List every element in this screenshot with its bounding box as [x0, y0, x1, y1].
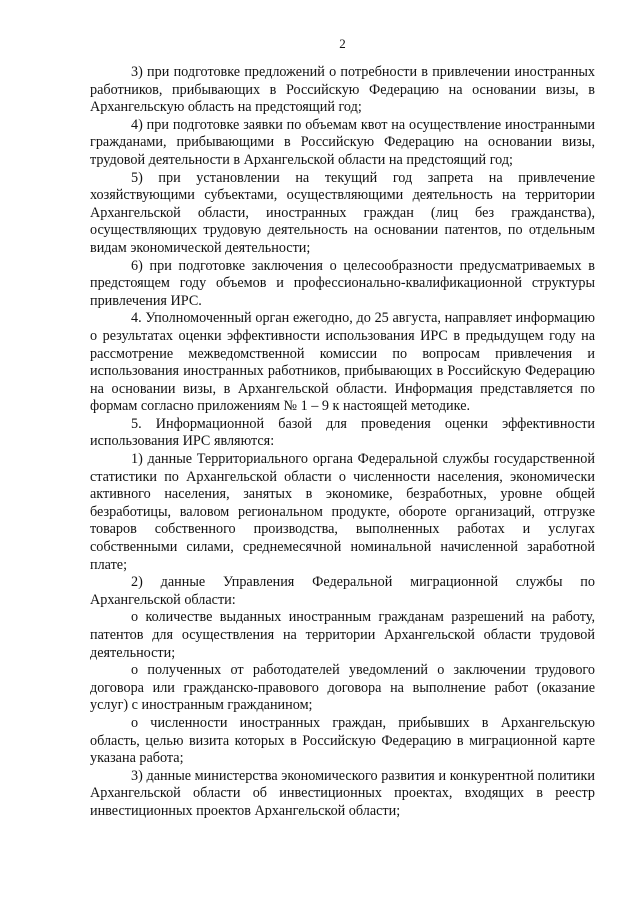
paragraph-source-2: 2) данные Управления Федеральной миграционной службы по Архангельской области:	[90, 574, 595, 608]
paragraph-source-2-arrivals: о численности иностранных граждан, прибывших в Архангельскую область, целью визита которых в Российскую Федерацию в миграционной карте указана работа;	[90, 714, 595, 767]
paragraph-item-6: 6) при подготовке заключения о целесообразности предусматриваемых в предстоящем году объемов и профессионально-квалификационной структуры привлечения ИРС.	[90, 257, 595, 309]
paragraph-item-5: 5) при установлении на текущий год запрета на привлечение хозяйствующими субъектами, осуществляющими деятельность на территории Архангельской области, иностранных граждан (лиц без гражданства), осуществляющих трудовую деятельность на основании патентов, по отдельным видам экономической деятельности;	[90, 169, 595, 256]
document-page	[90, 36, 595, 821]
paragraph-section-4: 4. Уполномоченный орган ежегодно, до 25 августа, направляет информацию о результатах оценки эффективности использования ИРС в предыдущем году на рассмотрение межведомственной комиссии по вопросам привлечения и использования иностранных работников, прибывающих в Российскую Федерацию на основании визы, в Архангельской области. Информация представляется по формам согласно приложениям № 1 – 9 к настоящей методике.	[90, 310, 595, 415]
paragraph-source-2-permits: о количестве выданных иностранным гражданам разрешений на работу, патентов для осуществления на территории Архангельской области трудовой деятельности;	[90, 609, 595, 661]
paragraph-source-2-notifications: о полученных от работодателей уведомлений о заключении трудового договора или гражданско-правового договора на выполнение работ (оказание услуг) с иностранным гражданином;	[90, 662, 595, 714]
paragraph-source-3: 3) данные министерства экономического развития и конкурентной политики Архангельской области об инвестиционных проектах, входящих в реестр инвестиционных проектов Архангельской области;	[90, 767, 595, 819]
paragraph-item-4: 4) при подготовке заявки по объемам квот на осуществление иностранными гражданами, прибывающими в Российскую Федерацию на основании визы, трудовой деятельности в Архангельской области на предстоящий год;	[90, 116, 595, 168]
page-number: 2	[339, 36, 346, 51]
paragraph-source-1: 1) данные Территориального органа Федеральной службы государственной статистики по Архангельской области о численности населения, экономически активного населения, занятых в экономике, безработных, уровне общей безработицы, валовом региональном продукте, обороте организаций, отгрузке товаров собственного производства, выполненных работах и услугах собственными силами, среднемесячной номинальной начисленной заработной плате;	[90, 451, 595, 573]
paragraph-item-3: 3) при подготовке предложений о потребности в привлечении иностранных работников, прибывающих в Российскую Федерацию на основании визы, в Архангельскую область на предстоящий год;	[90, 64, 595, 116]
paragraph-section-5: 5. Информационной базой для проведения оценки эффективности использования ИРС являются:	[90, 415, 595, 450]
